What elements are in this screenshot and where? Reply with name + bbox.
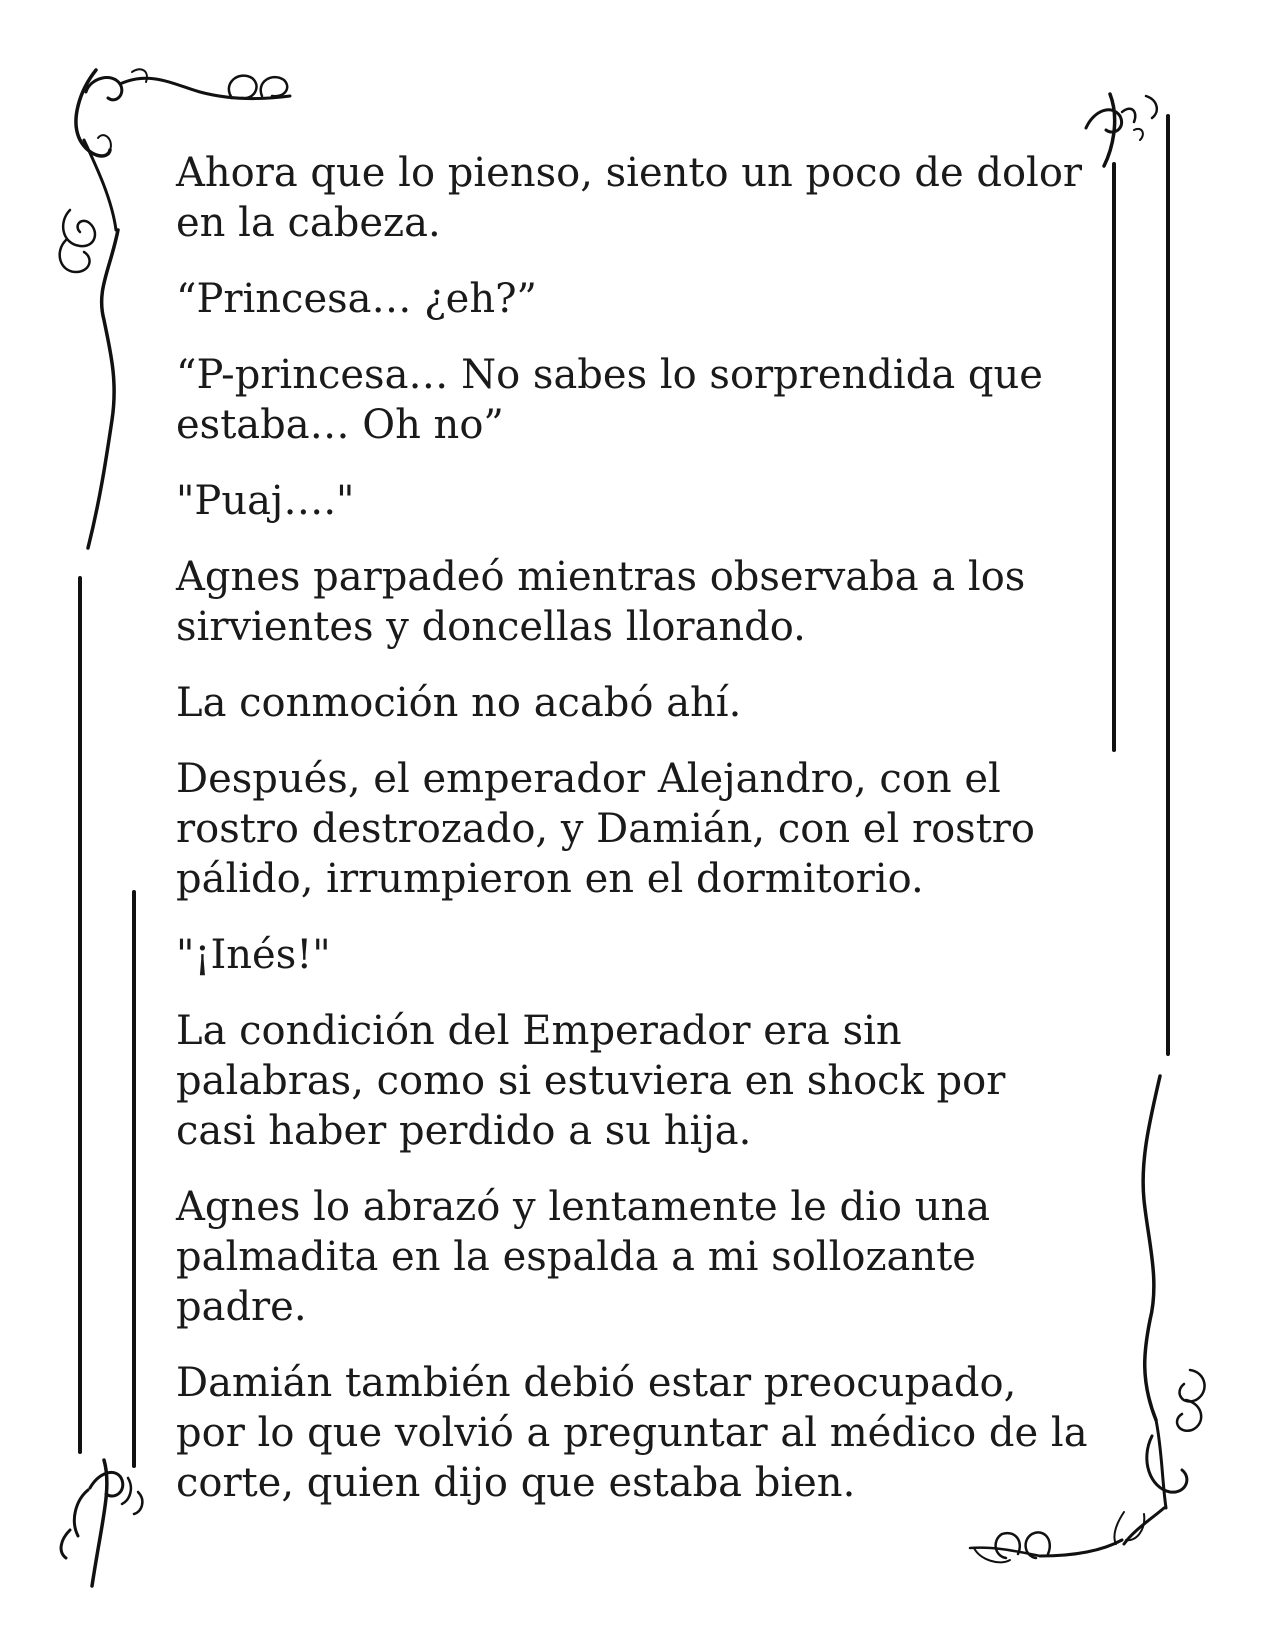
paragraph-11: Damián también debió estar preocupado, por lo que volvió a preguntar al médico de la corte, quien dijo que estaba bien. xyxy=(176,1360,1088,1506)
paragraph-2: “Princesa… ¿eh?” xyxy=(176,276,537,322)
story-text xyxy=(176,148,1096,1534)
paragraph-9: La condición del Emperador era sin palabras, como si estuviera en shock por casi haber perdido a su hija. xyxy=(176,1008,1006,1154)
paragraph-8: "¡Inés!" xyxy=(176,932,331,978)
paragraph-3: “P-princesa… No sabes lo sorprendida que estaba… Oh no” xyxy=(176,352,1043,448)
paragraph-1: Ahora que lo pienso, siento un poco de dolor en la cabeza. xyxy=(176,150,1083,246)
flourish-bottom-left xyxy=(61,1460,142,1586)
paragraph-10: Agnes lo abrazó y lentamente le dio una palmadita en la espalda a mi sollozante padre. xyxy=(176,1184,991,1330)
paragraph-4: "Puaj…." xyxy=(176,478,355,524)
paragraph-6: La conmoción no acabó ahí. xyxy=(176,680,742,726)
paragraph-7: Después, el emperador Alejandro, con el rostro destrozado, y Damián, con el rostro pálido, irrumpieron en el dormitorio. xyxy=(176,756,1035,902)
paragraph-5: Agnes parpadeó mientras observaba a los sirvientes y doncellas llorando. xyxy=(176,554,1026,650)
flourish-top-right xyxy=(1086,94,1157,166)
